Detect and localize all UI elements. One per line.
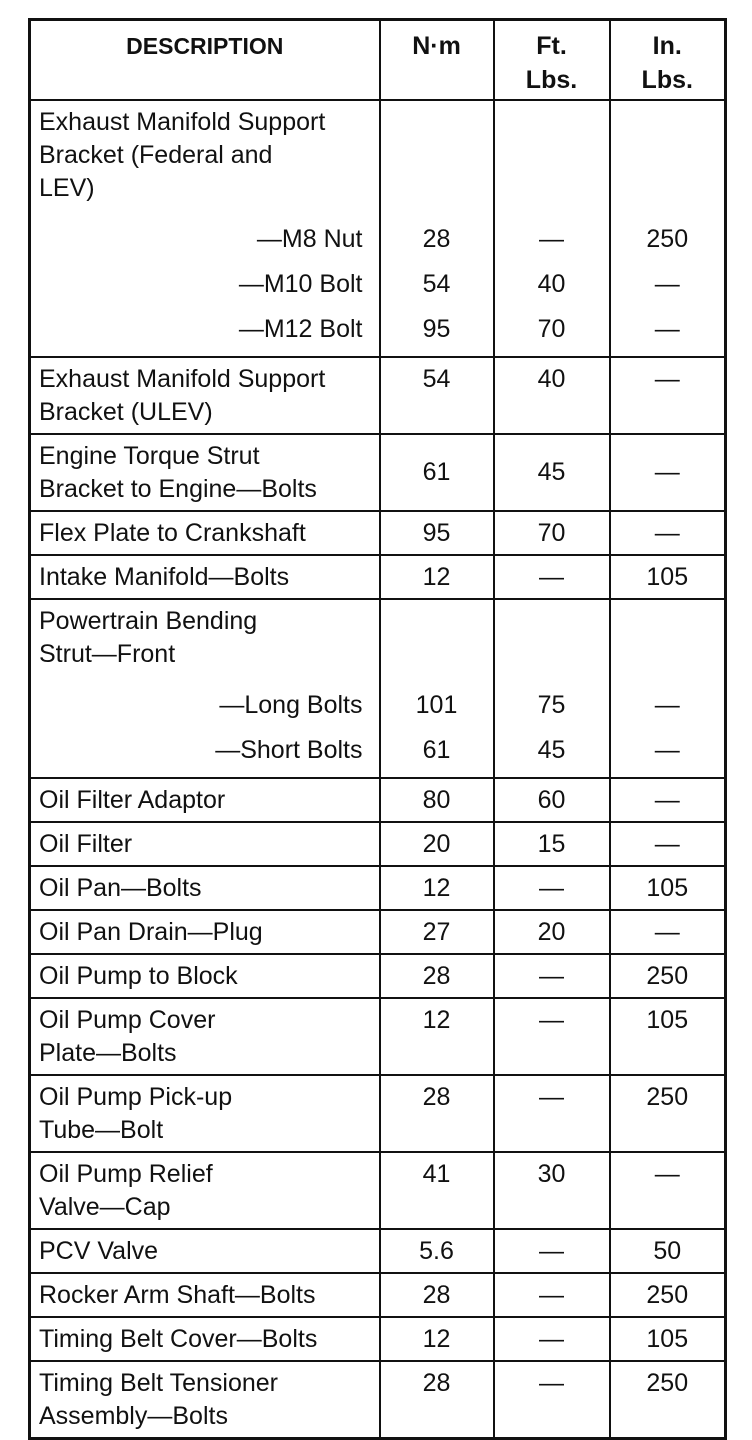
torque-value: 54 [422, 269, 451, 298]
in-lbs-cell [610, 357, 726, 434]
table-row [30, 778, 726, 822]
torque-value: 5.6 [419, 1236, 454, 1265]
description-cell [30, 1317, 380, 1361]
torque-value: 250 [646, 1280, 689, 1309]
torque-value: 95 [422, 518, 451, 547]
torque-value: 250 [646, 224, 689, 253]
torque-value: 28 [422, 1368, 451, 1397]
in-lbs-cell [610, 866, 726, 910]
table-row [30, 998, 726, 1075]
torque-value: 101 [415, 690, 458, 719]
description-line: Oil Pump Relief [39, 1159, 213, 1188]
description-line: Timing Belt Cover—Bolts [39, 1324, 318, 1353]
nm-cell [380, 357, 494, 434]
nm-cell [380, 1317, 494, 1361]
in-lbs-cell [610, 1075, 726, 1152]
description-line: Bracket to Engine—Bolts [39, 474, 317, 503]
ft-lbs-cell [494, 434, 610, 511]
torque-value: — [654, 364, 680, 393]
description-cell [30, 822, 380, 866]
in-lbs-cell [610, 434, 726, 511]
table-row [30, 357, 726, 434]
description-line: Oil Filter Adaptor [39, 785, 226, 814]
torque-value: 95 [422, 314, 451, 343]
in-lbs-cell [610, 1152, 726, 1229]
torque-value: 28 [422, 1280, 451, 1309]
description-line: Oil Pump Cover [39, 1005, 216, 1034]
torque-value: — [654, 314, 680, 343]
table-header [30, 20, 726, 100]
ft-lbs-cell [494, 910, 610, 954]
description-cell [30, 1229, 380, 1273]
ft-lbs-cell [494, 555, 610, 599]
nm-cell [380, 511, 494, 555]
torque-value: — [654, 829, 680, 858]
ft-lbs-cell [494, 866, 610, 910]
in-lbs-cell [610, 778, 726, 822]
torque-value: 28 [422, 224, 451, 253]
table-row [30, 555, 726, 599]
header-in-lbs-line1: In. [652, 32, 682, 60]
description-line: Oil Pan Drain—Plug [39, 917, 263, 946]
torque-value: 45 [537, 458, 566, 486]
description-line: Oil Pan—Bolts [39, 873, 202, 902]
ft-lbs-cell [494, 1229, 610, 1273]
torque-value: — [654, 735, 680, 764]
table-row [30, 1361, 726, 1439]
description-line: Oil Filter [39, 829, 133, 858]
torque-value: — [539, 873, 564, 902]
torque-value: 20 [422, 829, 451, 858]
in-lbs-cell [610, 1317, 726, 1361]
table-body [30, 100, 726, 1439]
table-row [30, 954, 726, 998]
torque-value: 15 [537, 829, 566, 858]
torque-value: 105 [646, 1324, 689, 1353]
description-cell [30, 1361, 380, 1439]
torque-value: — [539, 1280, 564, 1309]
in-lbs-cell [610, 910, 726, 954]
description-line: Bracket (Federal and [39, 140, 273, 169]
in-lbs-cell [610, 599, 726, 778]
description-line: Tube—Bolt [39, 1115, 164, 1144]
table-row [30, 866, 726, 910]
torque-value: 12 [422, 873, 451, 902]
nm-cell [380, 778, 494, 822]
header-description: DESCRIPTION [30, 20, 380, 100]
fastener-label: —Long Bolts [219, 690, 363, 719]
nm-cell [380, 434, 494, 511]
description-cell [30, 555, 380, 599]
torque-value: — [654, 1159, 680, 1188]
in-lbs-cell [610, 1361, 726, 1439]
torque-value: 105 [646, 1005, 689, 1034]
torque-value: 70 [537, 314, 566, 343]
torque-value: 28 [422, 1082, 451, 1111]
torque-value: — [654, 269, 680, 298]
table-row [30, 511, 726, 555]
torque-value: 20 [537, 917, 566, 946]
ft-lbs-cell [494, 954, 610, 998]
nm-cell [380, 1361, 494, 1439]
ft-lbs-cell [494, 511, 610, 555]
in-lbs-cell [610, 511, 726, 555]
header-ft-lbs-line2: Lbs. [525, 66, 578, 94]
description-cell [30, 954, 380, 998]
table-row [30, 1152, 726, 1229]
nm-cell [380, 1075, 494, 1152]
ft-lbs-cell [494, 100, 610, 357]
torque-value: 30 [537, 1159, 566, 1188]
torque-value: 12 [422, 1324, 451, 1353]
torque-value: 12 [422, 1005, 451, 1034]
description-line: Rocker Arm Shaft—Bolts [39, 1280, 316, 1309]
torque-value: 40 [537, 269, 566, 298]
ft-lbs-cell [494, 1273, 610, 1317]
torque-value: — [654, 785, 680, 814]
torque-value: — [539, 1368, 564, 1397]
description-line: Powertrain Bending [39, 606, 258, 635]
nm-cell [380, 100, 494, 357]
table-row [30, 100, 726, 357]
description-line: Valve—Cap [39, 1192, 171, 1221]
torque-value: 75 [537, 690, 566, 719]
header-ft-lbs [494, 20, 610, 100]
table-row [30, 434, 726, 511]
nm-cell [380, 555, 494, 599]
table-row [30, 1317, 726, 1361]
description-line: Bracket (ULEV) [39, 397, 213, 426]
fastener-label: —M12 Bolt [238, 314, 363, 343]
header-in-lbs-line2: Lbs. [641, 66, 693, 94]
description-cell [30, 1075, 380, 1152]
nm-cell [380, 910, 494, 954]
ft-lbs-cell [494, 1317, 610, 1361]
spacer [381, 605, 493, 683]
ft-lbs-cell [494, 822, 610, 866]
in-lbs-cell [610, 954, 726, 998]
torque-value: 28 [422, 961, 451, 990]
torque-value: 250 [646, 1082, 689, 1111]
nm-cell [380, 599, 494, 778]
ft-lbs-cell [494, 1075, 610, 1152]
torque-value: — [539, 1082, 564, 1111]
spacer [495, 605, 609, 683]
in-lbs-cell [610, 1273, 726, 1317]
torque-value: — [539, 1236, 564, 1265]
table-row [30, 599, 726, 778]
torque-value: 12 [422, 562, 451, 591]
torque-value: 60 [537, 785, 566, 814]
table-row [30, 1075, 726, 1152]
ft-lbs-cell [494, 357, 610, 434]
description-line: Plate—Bolts [39, 1038, 177, 1067]
table-row [30, 910, 726, 954]
nm-cell [380, 1152, 494, 1229]
description-line: Oil Pump to Block [39, 961, 238, 990]
description-cell [30, 1273, 380, 1317]
description-line: Oil Pump Pick-up [39, 1082, 233, 1111]
ft-lbs-cell [494, 778, 610, 822]
torque-value: 250 [646, 1368, 689, 1397]
description-cell [30, 910, 380, 954]
torque-value: 105 [646, 873, 689, 902]
torque-value: 45 [537, 735, 566, 764]
ft-lbs-cell [494, 1361, 610, 1439]
fastener-label: —M10 Bolt [238, 269, 363, 298]
nm-cell [380, 822, 494, 866]
description-line: Exhaust Manifold Support [39, 107, 326, 136]
description-line: PCV Valve [39, 1236, 159, 1265]
nm-cell [380, 1273, 494, 1317]
torque-value: 40 [537, 364, 566, 393]
description-cell [30, 778, 380, 822]
ft-lbs-cell [494, 1152, 610, 1229]
torque-value: 41 [422, 1159, 451, 1188]
in-lbs-cell [610, 100, 726, 357]
header-row [30, 20, 726, 100]
torque-spec-table [28, 18, 727, 1440]
header-nm: N·m [380, 20, 494, 100]
fastener-label: —Short Bolts [215, 735, 363, 764]
nm-cell [380, 998, 494, 1075]
description-line: Exhaust Manifold Support [39, 364, 326, 393]
torque-value: 50 [653, 1236, 682, 1265]
spacer [381, 106, 493, 217]
ft-lbs-cell [494, 998, 610, 1075]
description-line: Timing Belt Tensioner [39, 1368, 279, 1397]
in-lbs-cell [610, 998, 726, 1075]
in-lbs-cell [610, 555, 726, 599]
table-row [30, 822, 726, 866]
spacer [39, 671, 371, 683]
description-line: Strut—Front [39, 639, 176, 668]
in-lbs-cell [610, 822, 726, 866]
torque-value: — [539, 1005, 564, 1034]
torque-value: 105 [646, 562, 689, 591]
description-line: Engine Torque Strut [39, 441, 260, 470]
fastener-label: —M8 Nut [256, 224, 363, 253]
torque-value: — [539, 224, 564, 253]
description-cell [30, 511, 380, 555]
torque-value: — [654, 690, 680, 719]
torque-value: — [539, 961, 564, 990]
torque-value: 61 [422, 458, 451, 486]
torque-value: — [654, 518, 680, 547]
table-row [30, 1229, 726, 1273]
spacer [495, 106, 609, 217]
description-line: Intake Manifold—Bolts [39, 562, 290, 591]
spacer [611, 605, 725, 683]
header-ft-lbs-line1: Ft. [536, 32, 567, 60]
ft-lbs-cell [494, 599, 610, 778]
spacer [611, 106, 725, 217]
nm-cell [380, 866, 494, 910]
description-cell [30, 357, 380, 434]
torque-value: 70 [537, 518, 566, 547]
header-in-lbs [610, 20, 726, 100]
torque-value: — [539, 1324, 564, 1353]
table-row [30, 1273, 726, 1317]
nm-cell [380, 1229, 494, 1273]
description-line: Assembly—Bolts [39, 1401, 228, 1430]
torque-value: 27 [422, 917, 451, 946]
torque-value: — [539, 562, 564, 591]
spacer [39, 205, 371, 217]
description-cell [30, 434, 380, 511]
torque-value: 80 [422, 785, 451, 814]
torque-value: 250 [646, 961, 689, 990]
torque-value: 61 [422, 735, 451, 764]
torque-value: — [654, 458, 680, 486]
description-cell [30, 100, 380, 357]
description-cell [30, 1152, 380, 1229]
in-lbs-cell [610, 1229, 726, 1273]
description-cell [30, 998, 380, 1075]
torque-value: — [654, 917, 680, 946]
nm-cell [380, 954, 494, 998]
description-cell [30, 599, 380, 778]
torque-value: 54 [422, 364, 451, 393]
description-cell [30, 866, 380, 910]
description-line: LEV) [39, 173, 95, 202]
description-line: Flex Plate to Crankshaft [39, 518, 306, 547]
